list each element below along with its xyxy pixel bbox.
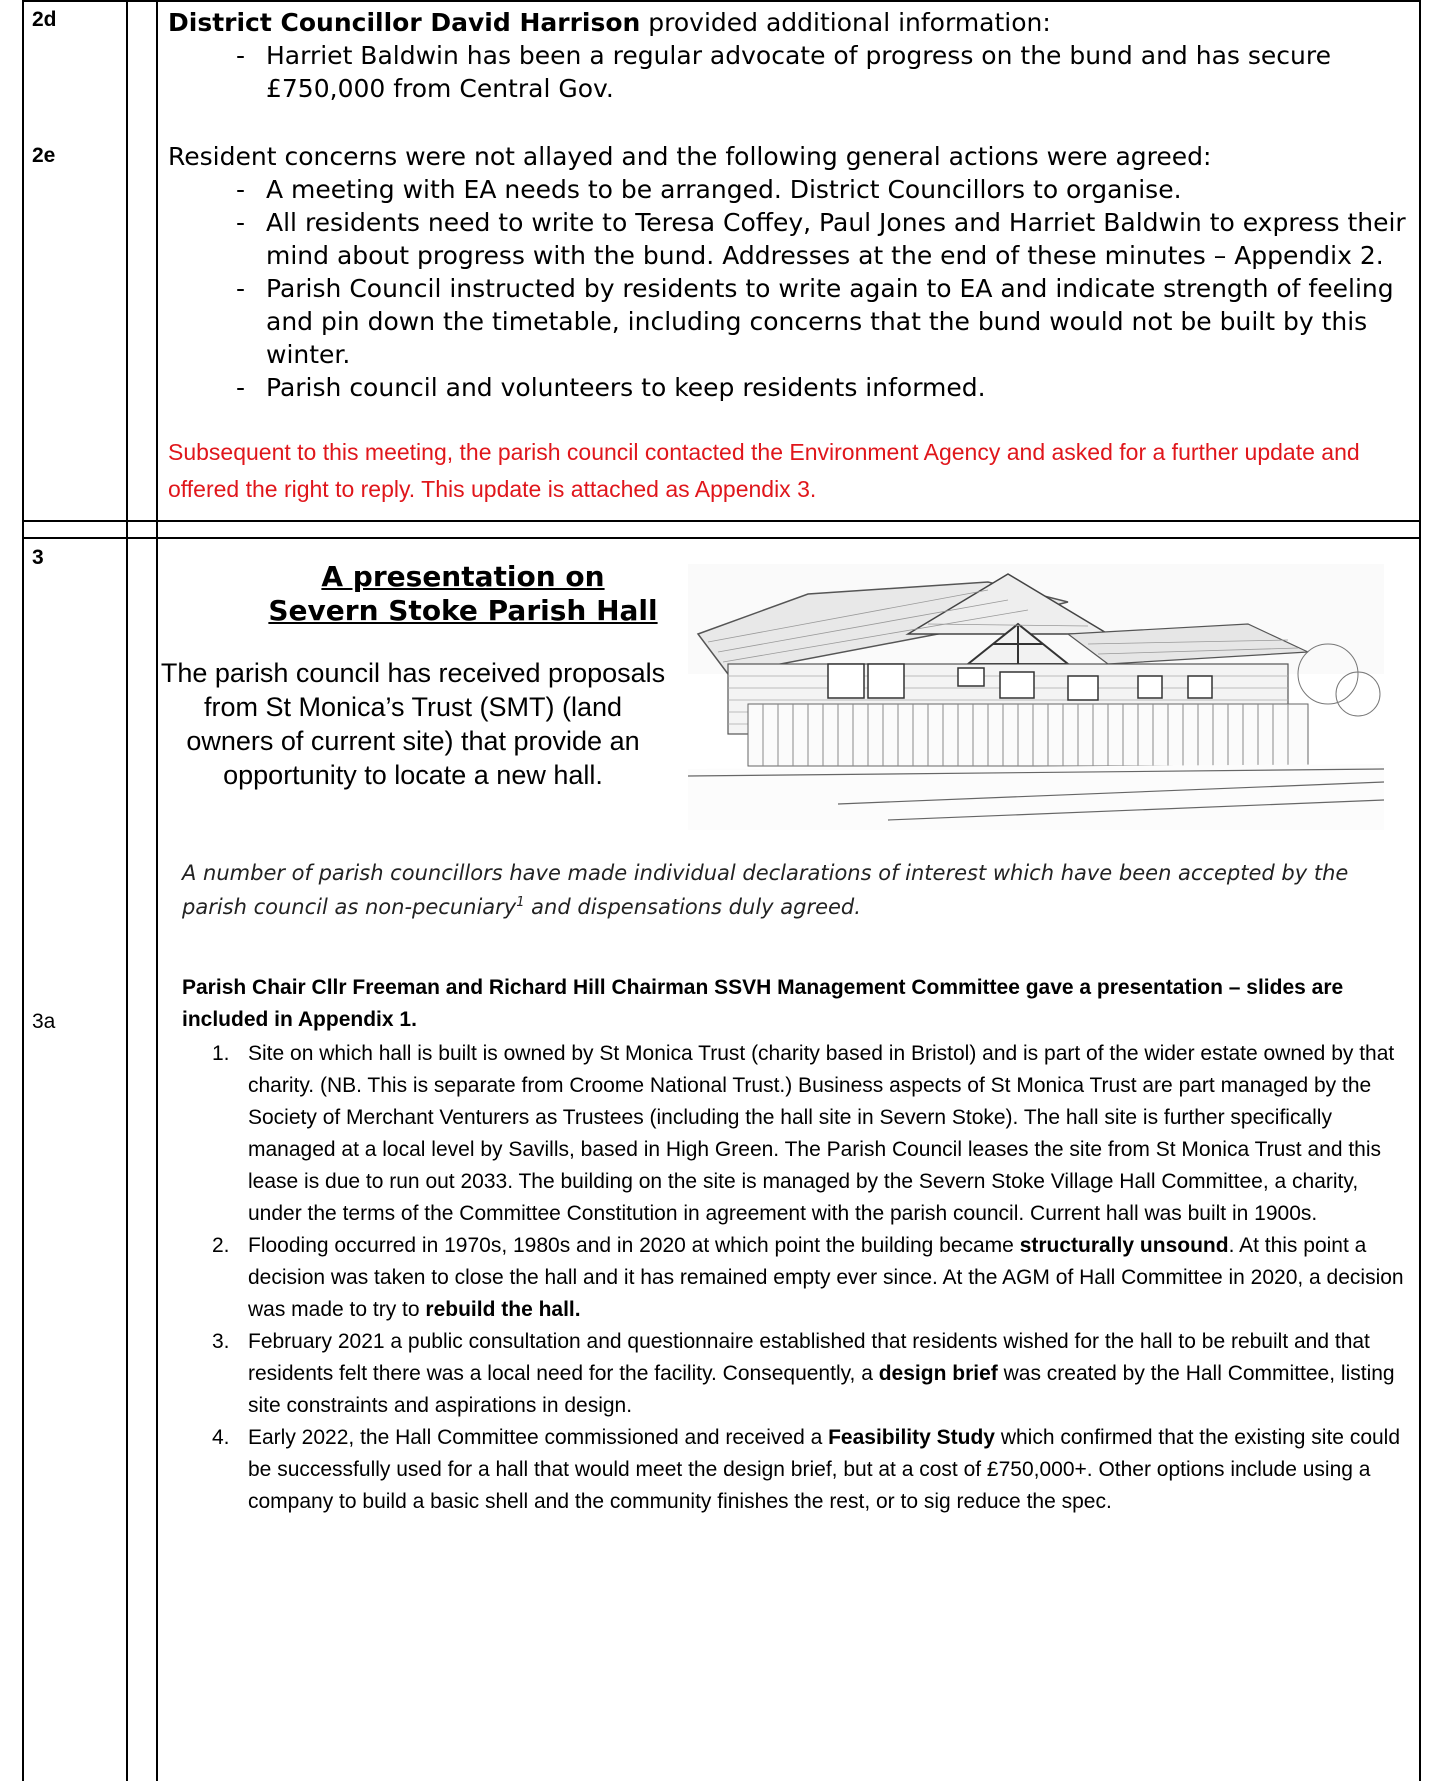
item-text: which confirmed that the existing site could be successfully used for a hall that would meet the design brief, but at a cost of £750,000+. Other options include using a company to build a basic shell and the community finishes the rest, or to sig reduce the spec. bbox=[248, 1426, 1401, 1513]
bullet-item: - A meeting with EA needs to be arranged. District Councillors to organise. bbox=[168, 173, 1413, 206]
footnote-ref: 1 bbox=[516, 895, 525, 910]
emphasis-text: Feasibility Study bbox=[828, 1426, 995, 1449]
row-3-content bbox=[160, 540, 1413, 1781]
bullet-item: - Parish Council instructed by residents to write again to EA and indicate strength of feeling and pin down the timetable, including concerns that the bund would not be built by this winter. bbox=[168, 272, 1413, 371]
numbered-item bbox=[168, 1230, 1413, 1326]
numbered-item bbox=[168, 1038, 1413, 1230]
table-divider-2 bbox=[156, 0, 158, 1781]
row-2d-bullets bbox=[168, 39, 1408, 105]
row-2e-bullets bbox=[168, 173, 1413, 404]
intro-text: provided additional information: bbox=[640, 8, 1051, 37]
presentation-heading: Parish Chair Cllr Freeman and Richard Hill Chairman SSVH Management Committee gave a presentation – slides are included in Appendix 1. bbox=[182, 976, 1344, 1031]
item-text: Site on which hall is built is owned by St Monica Trust (charity based in Bristol) and is part of the wider estate owned by that charity. (NB. This is separate from Croome National Trust.) Business aspects of St Monica Trust are part managed by the Society of Merchant Venturers as Trustees (including the hall site in Severn Stoke). The hall site is further specifically managed at a local level by Savills, based in High Green. The Parish Council leases the site from St Monica Trust and this lease is due to run out 2033. The building on the site is managed by the Severn Stoke Village Hall Committee, a charity, under the terms of the Committee Constitution in agreement with the parish council. Current hall was built in 1900s. bbox=[248, 1042, 1395, 1225]
presentation-title bbox=[228, 560, 698, 628]
bullet-item: - Parish council and volunteers to keep residents informed. bbox=[168, 371, 1413, 404]
row-divider-2 bbox=[22, 537, 1421, 539]
table-border-right bbox=[1419, 0, 1421, 1781]
item-number: 3 bbox=[32, 546, 44, 569]
item-number: 2. bbox=[212, 1234, 230, 1257]
lead-paragraph: The parish council has received proposals from St Monica’s Trust (SMT) (land owners of current site) that provide an opportunity to locate a new hall. bbox=[160, 658, 666, 790]
item-number: 1. bbox=[212, 1042, 230, 1065]
declaration-text-end: and dispensations duly agreed. bbox=[524, 895, 861, 919]
item-number: 2d bbox=[32, 8, 57, 31]
red-note: Subsequent to this meeting, the parish council contacted the Environment Agency and asked for a further update and offered the right to reply. This update is attached as Appendix 3. bbox=[168, 439, 1360, 502]
item-number: 4. bbox=[212, 1426, 230, 1449]
declaration-text: A number of parish councillors have made individual declarations of interest which have been accepted by the parish council as non-pecuniary bbox=[182, 861, 1349, 919]
numbered-item bbox=[168, 1422, 1413, 1518]
hall-sketch-image bbox=[688, 564, 1384, 830]
row-divider-1 bbox=[22, 520, 1421, 522]
emphasis-text: design brief bbox=[878, 1362, 998, 1385]
row-2e-content bbox=[168, 140, 1413, 508]
declaration-note bbox=[182, 858, 1412, 922]
table-border-left bbox=[22, 0, 24, 1781]
emphasis-text: rebuild the hall. bbox=[425, 1298, 581, 1321]
table-divider-1 bbox=[126, 0, 128, 1781]
title-line-2: Severn Stoke Parish Hall bbox=[268, 594, 658, 627]
item-number: 2e bbox=[32, 144, 56, 167]
title-line-1: A presentation on bbox=[321, 560, 605, 593]
row-2d-content bbox=[168, 6, 1408, 105]
item-text: was created by the Hall Committee, listing site constraints and aspirations in design. bbox=[248, 1362, 1395, 1417]
item-text: Early 2022, the Hall Committee commissioned and received a bbox=[248, 1426, 829, 1449]
item-text: February 2021 a public consultation and questionnaire established that residents wished for the hall to be rebuilt and that residents felt there was a local need for the facility. Consequently, a bbox=[248, 1330, 1370, 1385]
presentation-items bbox=[168, 1038, 1413, 1518]
numbered-item bbox=[168, 1326, 1413, 1422]
bullet-item: - All residents need to write to Teresa Coffey, Paul Jones and Harriet Baldwin to express their mind about progress with the bund. Addresses at the end of these minutes – Appendix 2. bbox=[168, 206, 1413, 272]
bullet-item: - Harriet Baldwin has been a regular advocate of progress on the bund and has secure £750,000 from Central Gov. bbox=[168, 39, 1408, 105]
item-text: . At this point a decision was taken to close the hall and it has remained empty ever since. At the AGM of Hall Committee in 2020, a decision was made to try to bbox=[248, 1234, 1404, 1321]
item-number: 3. bbox=[212, 1330, 230, 1353]
speaker-name: District Councillor David Harrison bbox=[168, 8, 641, 37]
row-2d-intro bbox=[168, 6, 1408, 39]
table-border-top bbox=[22, 0, 1421, 2]
minutes-table bbox=[22, 0, 1442, 1781]
item-number-sub: 3a bbox=[32, 1010, 56, 1033]
emphasis-text: structurally unsound bbox=[1019, 1234, 1229, 1257]
row-2e-intro: Resident concerns were not allayed and the following general actions were agreed: bbox=[168, 142, 1212, 171]
item-text: Flooding occurred in 1970s, 1980s and in 2020 at which point the building became bbox=[248, 1234, 1020, 1257]
